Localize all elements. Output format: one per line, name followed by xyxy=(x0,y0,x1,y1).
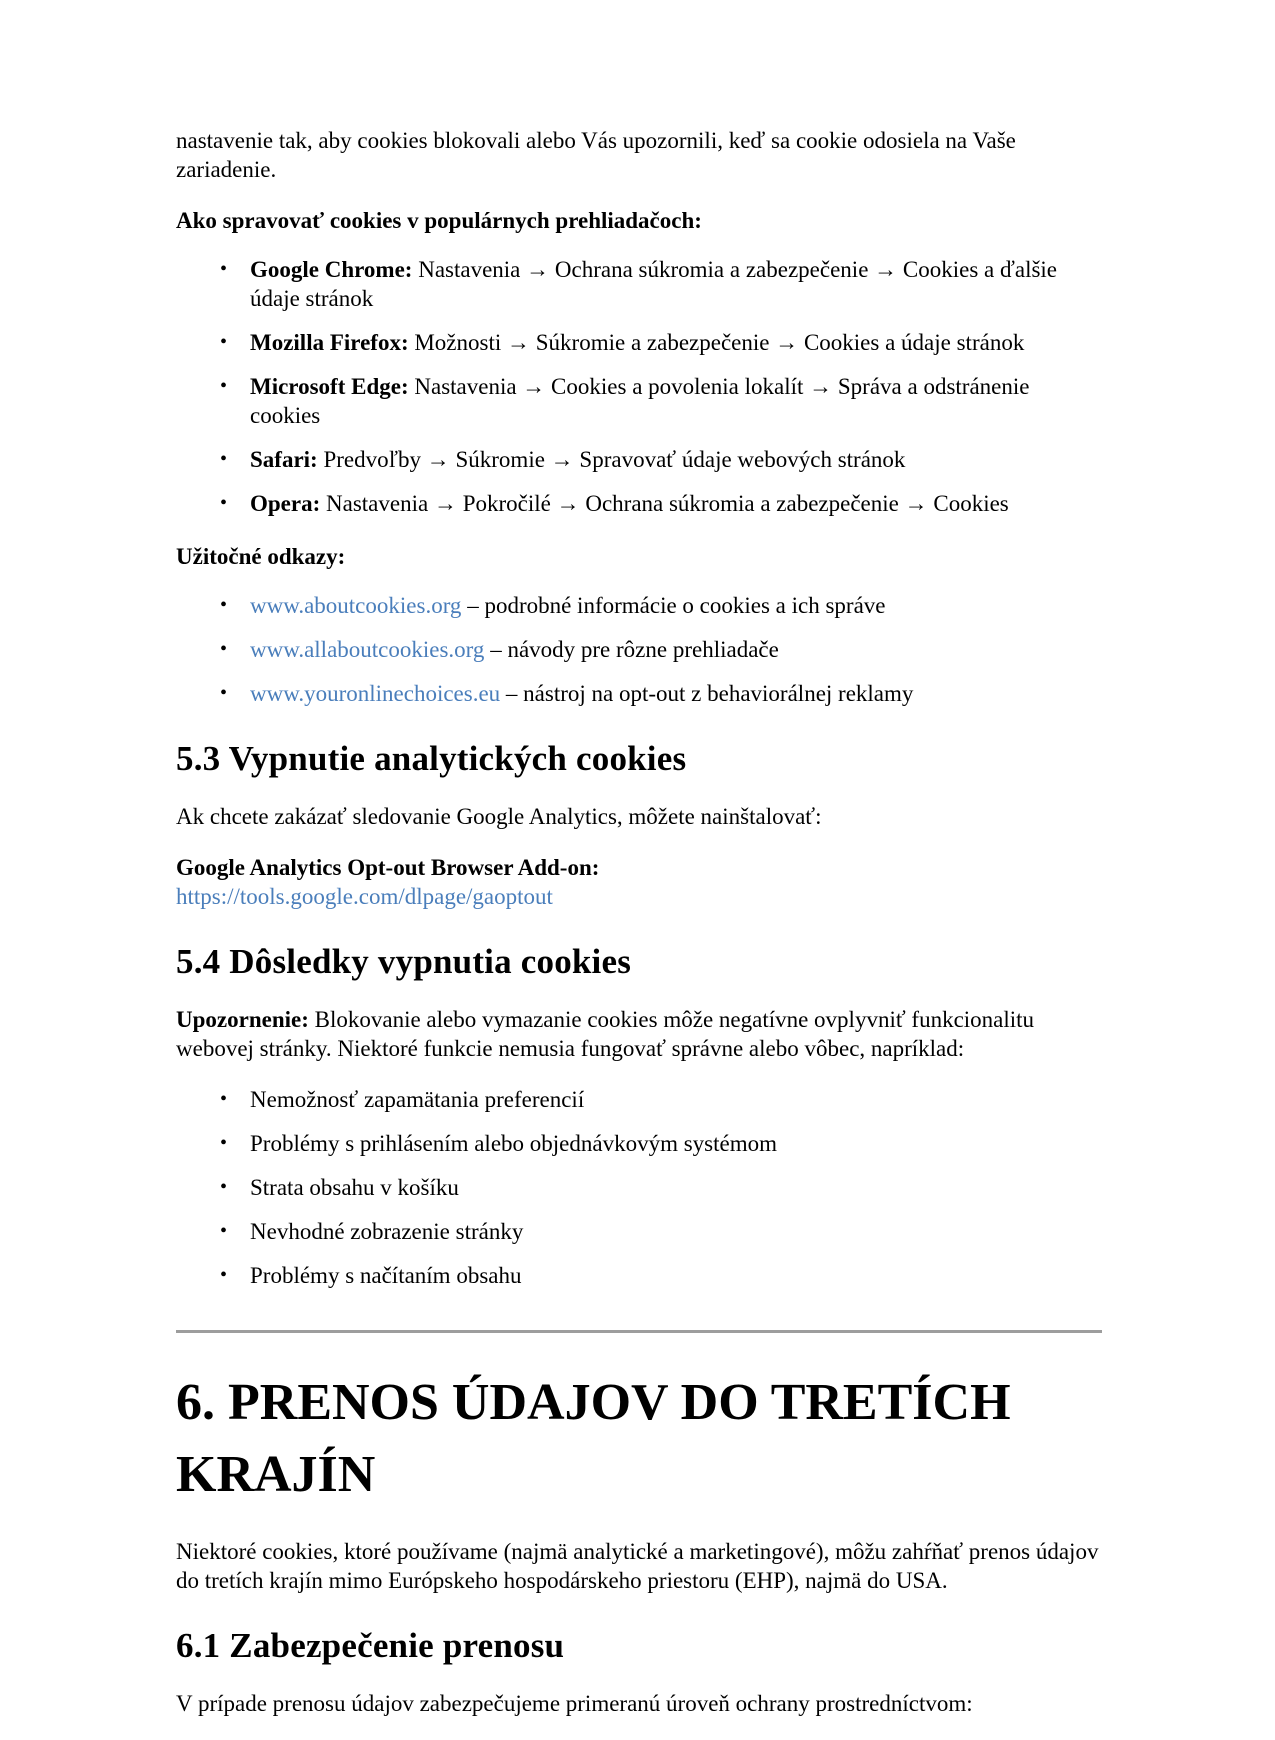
bullet-icon: • xyxy=(220,258,228,280)
list-item xyxy=(176,1173,1102,1202)
addon-label: Google Analytics Opt-out Browser Add-on: xyxy=(176,855,600,880)
bullet-icon: • xyxy=(220,1264,228,1286)
link-description: – nástroj na opt-out z behaviorálnej reklamy xyxy=(505,681,914,706)
link-line xyxy=(250,591,1102,620)
consequence-text: Strata obsahu v košíku xyxy=(250,1175,459,1200)
browser-instruction xyxy=(250,328,1102,357)
hyperlink-aboutcookies[interactable]: www.aboutcookies.org xyxy=(250,593,462,618)
list-item xyxy=(176,255,1102,313)
browser-name: Safari: xyxy=(250,447,318,472)
section-heading-5-3: 5.3 Vypnutie analytických cookies xyxy=(176,739,687,778)
browser-instruction xyxy=(250,445,1102,474)
bullet-icon: • xyxy=(220,682,228,704)
hyperlink-allaboutcookies[interactable]: www.allaboutcookies.org xyxy=(250,637,485,662)
bullet-icon: • xyxy=(220,448,228,470)
list-item xyxy=(176,1129,1102,1158)
section-5-3-paragraph: Ak chcete zakázať sledovanie Google Analytics, môžete nainštalovať: xyxy=(176,804,822,829)
consequence-text: Problémy s načítaním obsahu xyxy=(250,1263,522,1288)
list-item xyxy=(176,1085,1102,1114)
section-heading-6: 6. PRENOS ÚDAJOV DO TRETÍCH KRAJÍN xyxy=(176,1374,1011,1503)
browser-name: Opera: xyxy=(250,491,321,516)
hyperlink-gaoptout[interactable]: https://tools.google.com/dlpage/gaoptout xyxy=(176,884,553,909)
list-item xyxy=(176,1261,1102,1290)
browser-instruction xyxy=(250,372,1102,430)
consequence-text: Problémy s prihlásením alebo objednávkovým systémom xyxy=(250,1131,778,1156)
addon-block xyxy=(176,853,1102,911)
document-page xyxy=(176,0,1102,1740)
hyperlink-youronlinechoices[interactable]: www.youronlinechoices.eu xyxy=(250,681,501,706)
link-line xyxy=(250,679,1102,708)
list-item xyxy=(176,591,1102,620)
bullet-icon: • xyxy=(220,594,228,616)
list-item xyxy=(176,489,1102,518)
list-item xyxy=(176,372,1102,430)
warning-text: Blokovanie alebo vymazanie cookies môže negatívne ovplyvniť funkcionalitu webovej stránky. Niektoré funkcie nemusia fungovať správne alebo vôbec, napríklad: xyxy=(176,1007,1035,1061)
browser-list xyxy=(176,255,1102,518)
intro-paragraph: nastavenie tak, aby cookies blokovali alebo Vás upozornili, keď sa cookie odosiela na Vaše zariadenie. xyxy=(176,128,1016,182)
bullet-icon: • xyxy=(220,1176,228,1198)
browser-path: Nastavenia → Cookies a povolenia lokalít → Správa a odstránenie cookies xyxy=(250,374,1030,428)
browser-path: Možnosti → Súkromie a zabezpečenie → Cookies a údaje stránok xyxy=(414,330,1025,355)
list-item xyxy=(176,328,1102,357)
useful-links-list xyxy=(176,591,1102,708)
link-description: – návody pre rôzne prehliadače xyxy=(490,637,779,662)
consequences-list xyxy=(176,1085,1102,1290)
browser-path: Predvoľby → Súkromie → Spravovať údaje webových stránok xyxy=(323,447,906,472)
browser-instruction xyxy=(250,489,1102,518)
bullet-icon: • xyxy=(220,375,228,397)
bullet-icon: • xyxy=(220,1132,228,1154)
bullet-icon: • xyxy=(220,331,228,353)
bullet-icon: • xyxy=(220,1220,228,1242)
list-item xyxy=(176,679,1102,708)
warning-paragraph xyxy=(176,1005,1102,1063)
section-heading-6-1: 6.1 Zabezpečenie prenosu xyxy=(176,1626,565,1665)
consequence-text: Nemožnosť zapamätania preferencií xyxy=(250,1087,585,1112)
warning-label: Upozornenie: xyxy=(176,1007,309,1032)
browser-path: Nastavenia → Ochrana súkromia a zabezpečenie → Cookies a ďalšie údaje stránok xyxy=(250,257,1058,311)
list-item xyxy=(176,635,1102,664)
section-6-paragraph: Niektoré cookies, ktoré používame (najmä analytické a marketingové), môžu zahŕňať prenos údajov do tretích krajín mimo Európskeho hospodárskeho priestoru (EHP), najmä do USA. xyxy=(176,1539,1099,1593)
browser-instruction xyxy=(250,255,1102,313)
useful-links-heading: Užitočné odkazy: xyxy=(176,544,346,569)
browser-path: Nastavenia → Pokročilé → Ochrana súkromia a zabezpečenie → Cookies xyxy=(326,491,1009,516)
bullet-icon: • xyxy=(220,638,228,660)
browser-name: Google Chrome: xyxy=(250,257,413,282)
browser-name: Microsoft Edge: xyxy=(250,374,409,399)
list-item xyxy=(176,1217,1102,1246)
link-line xyxy=(250,635,1102,664)
section-heading-5-4: 5.4 Dôsledky vypnutia cookies xyxy=(176,942,632,981)
browser-name: Mozilla Firefox: xyxy=(250,330,409,355)
section-divider xyxy=(176,1330,1102,1333)
consequence-text: Nevhodné zobrazenie stránky xyxy=(250,1219,524,1244)
bullet-icon: • xyxy=(220,1088,228,1110)
list-item xyxy=(176,445,1102,474)
link-description: – podrobné informácie o cookies a ich správe xyxy=(467,593,886,618)
manage-cookies-heading: Ako spravovať cookies v populárnych prehliadačoch: xyxy=(176,208,702,233)
section-6-1-paragraph: V prípade prenosu údajov zabezpečujeme primeranú úroveň ochrany prostredníctvom: xyxy=(176,1691,973,1716)
bullet-icon: • xyxy=(220,492,228,514)
